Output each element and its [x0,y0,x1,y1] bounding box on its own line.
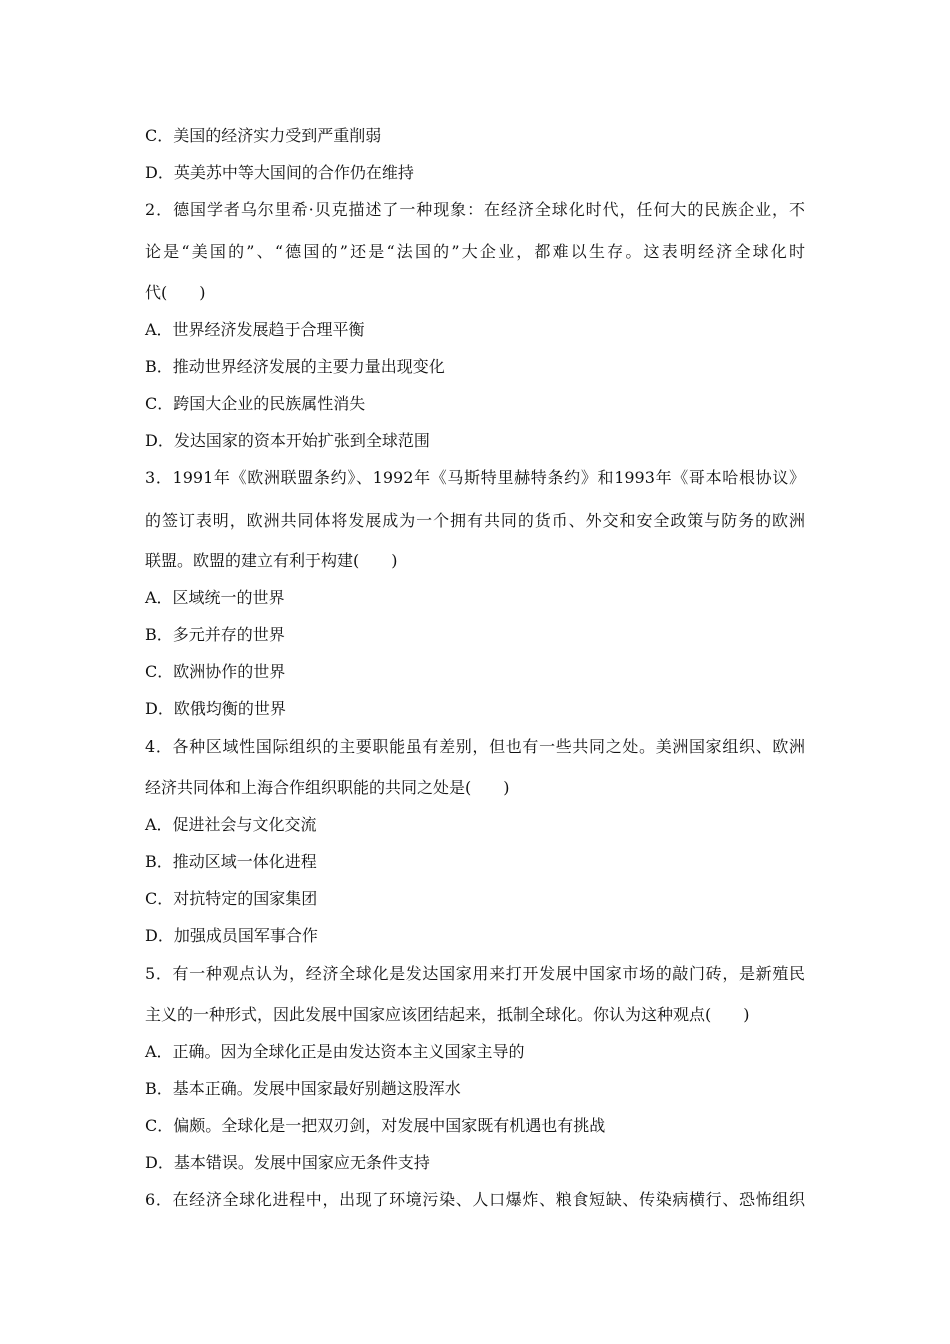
option-b-q5: B．基本正确。发展中国家最好别趟这股浑水 [145,1079,461,1098]
option-b-q4: B．推动区域一体化进程 [145,852,317,871]
question-2-stem-line-3: 代( ) [145,283,206,302]
question-4-stem-line-1: 4．各种区域性国际组织的主要职能虽有差别，但也有一些共同之处。美洲国家组织、欧洲 [145,737,805,756]
option-a-q4: A．促进社会与文化交流 [145,815,317,834]
question-2-stem-line-1: 2．德国学者乌尔里希·贝克描述了一种现象：在经济全球化时代，任何大的民族企业，不 [145,200,805,219]
option-c-q5: C．偏颇。全球化是一把双刃剑，对发展中国家既有机遇也有挑战 [145,1116,606,1135]
option-c-q3: C．欧洲协作的世界 [145,662,286,681]
question-3-stem-line-3: 联盟。欧盟的建立有利于构建( ) [145,551,398,570]
option-d-q3: D．欧俄均衡的世界 [145,699,286,718]
option-d-q2: D．发达国家的资本开始扩张到全球范围 [145,431,430,450]
option-c-q2: C．跨国大企业的民族属性消失 [145,394,366,413]
question-5-stem-line-1: 5．有一种观点认为，经济全球化是发达国家用来打开发展中国家市场的敲门砖，是新殖民 [145,964,805,983]
question-6-stem-line-1: 6．在经济全球化进程中，出现了环境污染、人口爆炸、粮食短缺、传染病横行、恐怖组织 [145,1190,805,1209]
question-3-stem-line-1: 3．1991年《欧洲联盟条约》、1992年《马斯特里赫特条约》和1993年《哥本哈根协议》 [145,468,805,487]
option-d-q4: D．加强成员国军事合作 [145,926,318,945]
option-a-q3: A．区域统一的世界 [145,588,285,607]
option-c-q1: C．美国的经济实力受到严重削弱 [145,126,382,145]
option-a-q5: A．正确。因为全球化正是由发达资本主义国家主导的 [145,1042,525,1061]
option-a-q2: A．世界经济发展趋于合理平衡 [145,320,365,339]
question-2-stem-line-2: 论是“美国的”、“德国的”还是“法国的”大企业，都难以生存。这表明经济全球化时 [145,242,805,261]
question-3-stem-line-2: 的签订表明，欧洲共同体将发展成为一个拥有共同的货币、外交和安全政策与防务的欧洲 [145,511,805,530]
question-5-stem-line-2: 主义的一种形式，因此发展中国家应该团结起来，抵制全球化。你认为这种观点( ) [145,1005,750,1024]
question-4-stem-line-2: 经济共同体和上海合作组织职能的共同之处是( ) [145,778,510,797]
option-d-q5: D．基本错误。发展中国家应无条件支持 [145,1153,430,1172]
option-b-q3: B．多元并存的世界 [145,625,285,644]
option-d-q1: D．英美苏中等大国间的合作仍在维持 [145,163,414,182]
option-c-q4: C．对抗特定的国家集团 [145,889,318,908]
option-b-q2: B．推动世界经济发展的主要力量出现变化 [145,357,445,376]
